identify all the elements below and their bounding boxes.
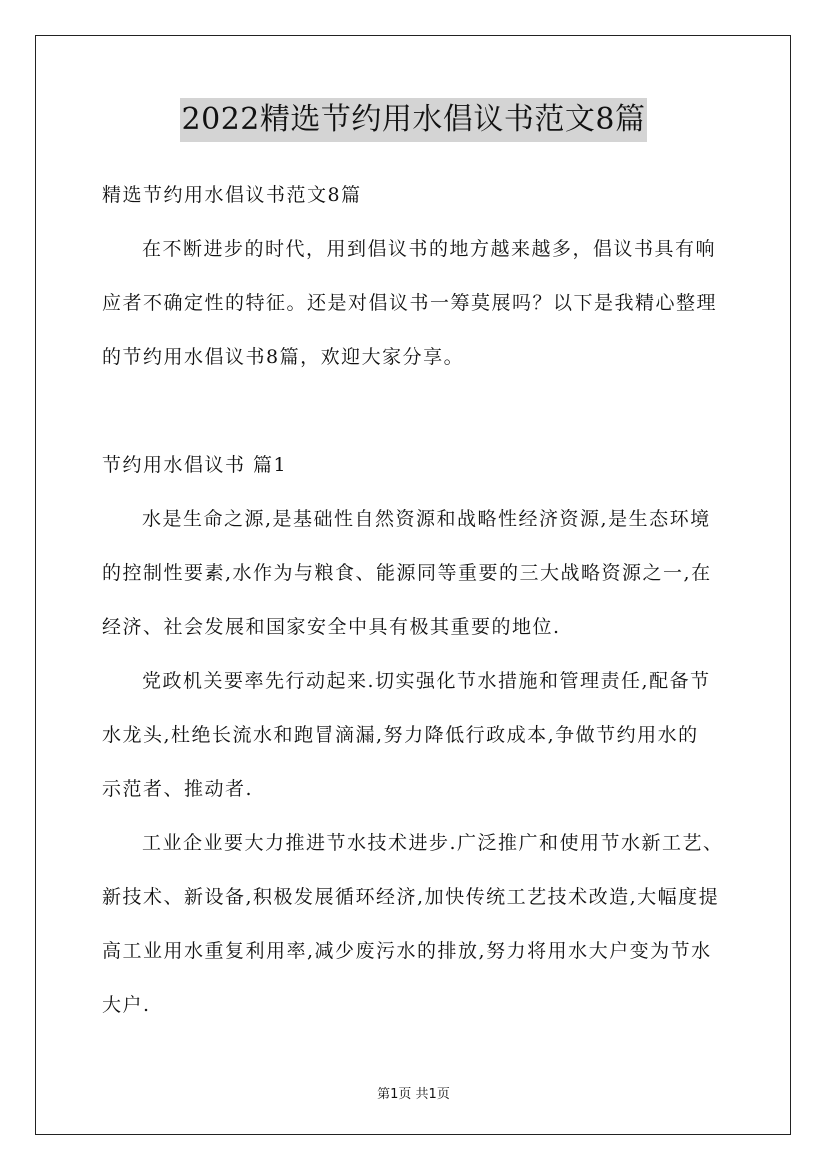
- paragraph-line: 示范者、推动者.: [102, 778, 254, 800]
- paragraph-line: 经济、社会发展和国家安全中具有极其重要的地位.: [102, 616, 561, 638]
- paragraph-line: 党政机关要率先行动起来.切实强化节水措施和管理责任,配备节: [142, 670, 711, 692]
- intro-line: 应者不确定性的特征。还是对倡议书一筹莫展吗？以下是我精心整理: [102, 292, 718, 314]
- paragraph-line: 新技术、新设备,积极发展循环经济,加快传统工艺技术改造,大幅度提: [102, 886, 720, 908]
- paragraph-line: 水是生命之源,是基础性自然资源和战略性经济资源,是生态环境: [142, 508, 711, 530]
- document-body: [102, 168, 732, 1032]
- intro-line: 在不断进步的时代，用到倡议书的地方越来越多，倡议书具有响: [142, 238, 717, 260]
- page-footer: 第1页 共1页: [377, 1087, 450, 1102]
- document-title: [0, 98, 827, 142]
- paragraph-line: 高工业用水重复利用率,减少废污水的排放,努力将用水大户变为节水: [102, 940, 712, 962]
- paragraph-1: [102, 492, 732, 654]
- blank-line: [102, 384, 732, 438]
- paragraph-3: [102, 816, 732, 1032]
- document-title-text: 2022精选节约用水倡议书范文8篇: [180, 98, 648, 142]
- paragraph-line: 的控制性要素,水作为与粮食、能源同等重要的三大战略资源之一,在: [102, 562, 712, 584]
- paragraph-line: 工业企业要大力推进节水技术进步.广泛推广和使用节水新工艺、: [142, 832, 724, 854]
- section-heading: 节约用水倡议书 篇1: [102, 454, 288, 476]
- paragraph-line: 大户.: [102, 994, 151, 1016]
- intro-line: 的节约用水倡议书8篇，欢迎大家分享。: [102, 346, 465, 368]
- paragraph-2: [102, 654, 732, 816]
- document-subtitle: 精选节约用水倡议书范文8篇: [102, 184, 362, 206]
- intro-paragraph: [102, 222, 732, 384]
- paragraph-line: 水龙头,杜绝长流水和跑冒滴漏,努力降低行政成本,争做节约用水的: [102, 724, 699, 746]
